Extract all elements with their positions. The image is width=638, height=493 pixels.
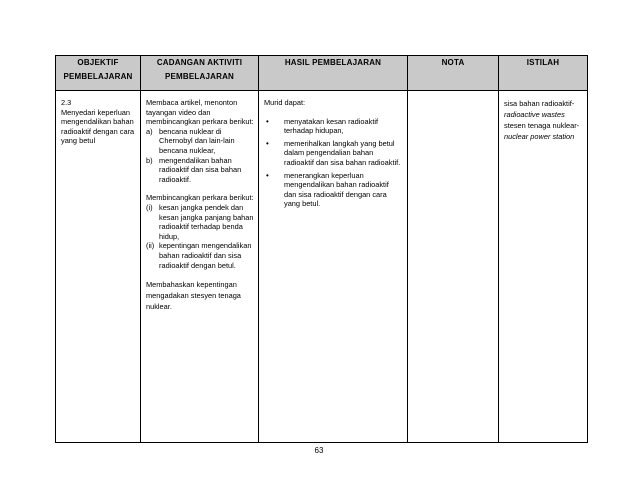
hasil-list xyxy=(264,117,403,209)
list-item xyxy=(264,139,403,168)
bullet-icon: • xyxy=(266,138,269,148)
list-item xyxy=(146,241,254,270)
list-text: memerihalkan langkah yang betul dalam pengendalian bahan radioaktif dan sisa bahan radioaktif. xyxy=(284,138,401,167)
list-marker: (ii) xyxy=(146,241,155,251)
header-row xyxy=(56,56,588,91)
list-text: mengendalikan bahan radioaktif dan sisa bahan radioaktif. xyxy=(159,155,242,184)
istilah-term-2-english: nuclear power station xyxy=(504,132,575,141)
page-number: 63 xyxy=(314,446,324,455)
hasil-cell xyxy=(259,91,408,443)
aktiviti-paragraph-3: Membahaskan kepentingan mengadakan stesyen tenaga nuklear. xyxy=(146,280,241,312)
objektif-cell xyxy=(56,91,141,443)
syllabus-table xyxy=(55,55,588,443)
list-text: kesan jangka pendek dan kesan jangka panjang bahan radioaktif terhadap benda hidup, xyxy=(159,202,254,241)
list-marker: (i) xyxy=(146,202,153,212)
list-text: kepentingan mengendalikan bahan radioaktif dan sisa radioaktif dengan betul. xyxy=(159,241,252,270)
objektif-code: 2.3 xyxy=(61,98,72,107)
header-objektif xyxy=(56,56,141,91)
header-istilah-label: ISTILAH xyxy=(526,58,560,67)
aktiviti-list-1 xyxy=(146,127,254,185)
bullet-icon: • xyxy=(266,170,269,180)
header-aktiviti-label: CADANGAN AKTIVITI PEMBELAJARAN xyxy=(156,58,243,81)
istilah-term-1: sisa bahan radioaktif- xyxy=(504,99,575,108)
list-text: bencana nuklear di Chernobyl dan lain-lain bencana nuklear, xyxy=(159,126,235,155)
list-text: menyatakan kesan radioaktif terhadap hidupan, xyxy=(284,116,379,136)
list-item xyxy=(146,156,254,185)
list-marker: b) xyxy=(146,155,153,165)
header-nota xyxy=(408,56,499,91)
header-aktiviti xyxy=(141,56,259,91)
list-item xyxy=(264,171,403,209)
nota-text xyxy=(408,91,498,102)
list-item xyxy=(264,117,403,136)
list-item xyxy=(146,127,254,156)
aktiviti-paragraph-1: Membaca artikel, menonton tayangan video dan membincangkan perkara berikut: xyxy=(146,98,254,127)
aktiviti-list-2 xyxy=(146,203,254,270)
header-hasil-label: HASIL PEMBELAJARAN xyxy=(284,58,382,67)
aktiviti-paragraph-2: Membincangkan perkara berikut: xyxy=(146,193,254,203)
istilah-term-2: stesen tenaga nuklear- xyxy=(504,121,580,130)
hasil-intro: Murid dapat: xyxy=(264,98,306,107)
nota-cell xyxy=(408,91,499,443)
istilah-cell xyxy=(499,91,588,443)
header-istilah xyxy=(499,56,588,91)
list-item xyxy=(146,203,254,241)
header-hasil xyxy=(259,56,408,91)
istilah-term-1-english: radioactive wastes xyxy=(504,110,565,119)
content-row xyxy=(56,91,588,443)
list-text: menerangkan keperluan mengendalikan bahan radioaktif dan sisa radioaktif dengan cara yang betul. xyxy=(284,170,389,209)
list-marker: a) xyxy=(146,126,153,136)
bullet-icon: • xyxy=(266,116,269,126)
header-objektif-label: OBJEKTIF PEMBELAJARAN xyxy=(63,58,133,81)
aktiviti-cell xyxy=(141,91,259,443)
header-nota-label: NOTA xyxy=(441,58,465,67)
objektif-text: Menyedari keperluan mengendalikan bahan radioaktif dengan cara yang betul xyxy=(61,107,135,146)
